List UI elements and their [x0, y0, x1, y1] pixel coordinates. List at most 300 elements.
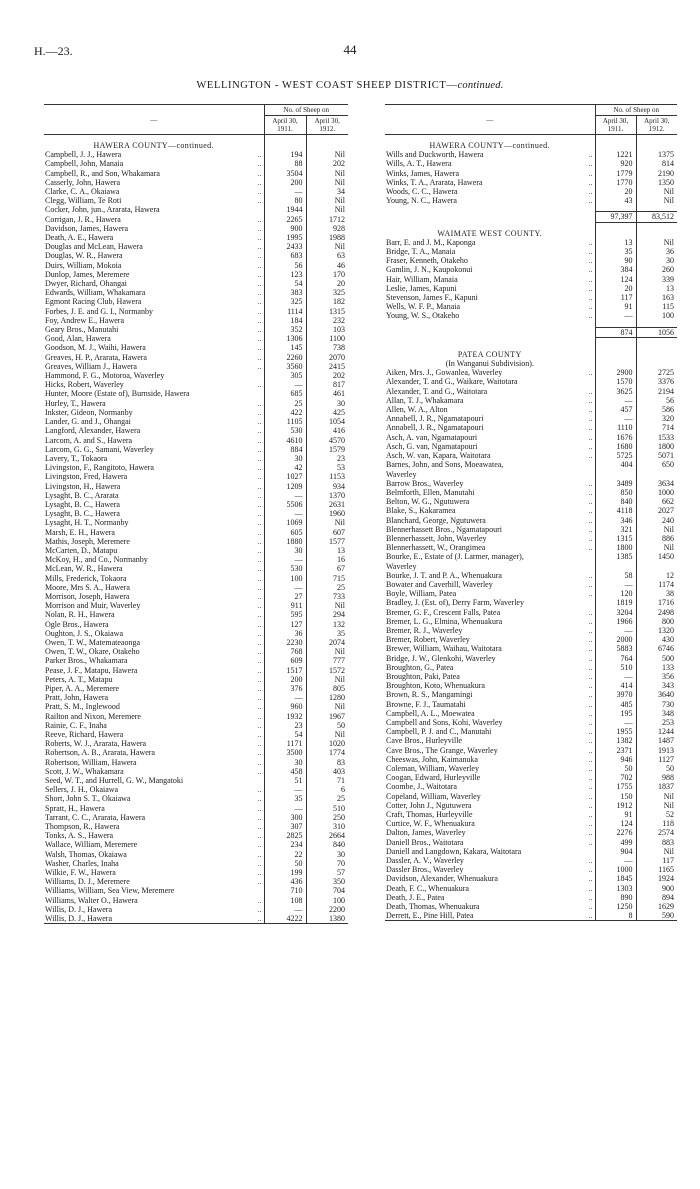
- table-row: [385, 571, 677, 580]
- sheep-1911: 1250: [595, 902, 636, 911]
- leader-dots: ..: [257, 803, 262, 813]
- left-name-header: —: [44, 105, 264, 135]
- leader-dots: ..: [588, 717, 593, 727]
- leader-dots: ..: [588, 515, 593, 525]
- leader-dots: ..: [588, 828, 593, 838]
- sheep-1911: 2000: [595, 635, 636, 644]
- entry-label: Douglas, W. R., Hawera: [45, 251, 123, 261]
- entry-name: [385, 470, 595, 479]
- sheep-1911: 485: [595, 700, 636, 709]
- table-row: [385, 727, 677, 736]
- sheep-1911: 1209: [264, 482, 306, 491]
- sheep-1911: 20: [595, 284, 636, 293]
- table-row: [44, 712, 348, 721]
- blank-cell: [636, 350, 677, 359]
- sheep-1911: 194: [264, 150, 306, 159]
- sheep-1912: 1320: [636, 626, 677, 635]
- leader-dots: ..: [257, 785, 262, 795]
- sheep-1912: 2194: [636, 387, 677, 396]
- total-row: [385, 327, 677, 337]
- sheep-1912: 343: [636, 681, 677, 690]
- entry-name: [385, 460, 595, 469]
- entry-name: [44, 509, 264, 518]
- table-row: [44, 555, 348, 564]
- entry-label: Young, N. C., Hawera: [386, 196, 457, 206]
- table-row: [44, 509, 348, 518]
- entry-name: [44, 380, 264, 389]
- table-row: [44, 886, 348, 895]
- leader-dots: ..: [588, 196, 593, 206]
- sheep-1911: 200: [264, 178, 306, 187]
- table-row: [385, 543, 677, 552]
- entry-name: [385, 387, 595, 396]
- sheep-1911: 200: [264, 675, 306, 684]
- leader-dots: ..: [588, 168, 593, 178]
- sheep-1911: 530: [264, 564, 306, 573]
- leader-dots: ..: [588, 432, 593, 442]
- sheep-1911: 1755: [595, 782, 636, 791]
- entry-label: Walsh, Thomas, Okaiawa: [45, 849, 127, 859]
- leader-dots: ..: [588, 441, 593, 451]
- entry-label: Seed, W. T., and Hurrell, G. W., Mangatoki: [45, 776, 184, 786]
- right-column: [385, 104, 677, 921]
- entry-label: Forbes, J. E. and G. I., Normanby: [45, 306, 153, 316]
- leader-dots: ..: [257, 822, 262, 832]
- sheep-1911: 457: [595, 405, 636, 414]
- sheep-1912: 928: [306, 224, 348, 233]
- sheep-1912: 34: [306, 187, 348, 196]
- leader-dots: ..: [588, 386, 593, 396]
- sheep-1912: 182: [306, 297, 348, 306]
- sheep-1912: Nil: [306, 196, 348, 205]
- sheep-1911: 2260: [264, 353, 306, 362]
- table-row: [385, 479, 677, 488]
- table-row: [385, 736, 677, 745]
- sheep-1911: 376: [264, 684, 306, 693]
- left-col1-header: April 30, 1911.: [264, 116, 306, 135]
- leader-dots: ..: [588, 791, 593, 801]
- entry-name: [44, 362, 264, 371]
- table-row: [385, 801, 677, 810]
- entry-name: [44, 767, 264, 776]
- entry-label: Bourke, E., Estate of (J. Larmer, manager),: [386, 552, 524, 562]
- sheep-1912: Nil: [306, 150, 348, 159]
- sheep-1911: 1966: [595, 617, 636, 626]
- sheep-1912: 3376: [636, 377, 677, 386]
- entry-name: [385, 617, 595, 626]
- leader-dots: ..: [257, 812, 262, 822]
- entry-name: [385, 709, 595, 718]
- total-1912: 83,512: [636, 212, 677, 222]
- entry-name: [385, 764, 595, 773]
- sheep-1911: 195: [595, 709, 636, 718]
- entry-name: [44, 261, 264, 270]
- entry-label: Wilkie, F. W., Hawera: [45, 868, 116, 878]
- leader-dots: ..: [257, 150, 262, 160]
- table-row: [44, 905, 348, 914]
- table-row: [385, 562, 677, 571]
- entry-name: [385, 589, 595, 598]
- sheep-1911: —: [264, 693, 306, 702]
- entry-name: [44, 233, 264, 242]
- entry-label: Nolan, R. H., Hawera: [45, 610, 115, 620]
- entry-name: [44, 564, 264, 573]
- entry-name: [385, 552, 595, 561]
- leader-dots: ..: [257, 417, 262, 427]
- entry-label: Casserly, John, Hawera: [45, 177, 121, 187]
- sheep-1912: 202: [306, 159, 348, 168]
- table-row: [44, 666, 348, 675]
- table-row: [44, 574, 348, 583]
- entry-name: [385, 506, 595, 515]
- entry-name: [385, 810, 595, 819]
- table-row: [44, 270, 348, 279]
- sheep-1912: 53: [306, 463, 348, 472]
- right-table: [385, 104, 677, 921]
- entry-name: [44, 693, 264, 702]
- sheep-1911: 4610: [264, 436, 306, 445]
- sheep-1912: 934: [306, 482, 348, 491]
- sheep-1911: 911: [264, 601, 306, 610]
- entry-label: Bremer, R. J., Waverley: [386, 625, 463, 635]
- entry-label: Egmont Racing Club, Hawera: [45, 297, 142, 307]
- sheep-1911: 321: [595, 525, 636, 534]
- entry-name: [385, 801, 595, 810]
- sheep-1912: Nil: [636, 196, 677, 205]
- table-row: [385, 911, 677, 921]
- leader-dots: ..: [257, 177, 262, 187]
- entry-name: [44, 666, 264, 675]
- entry-label: Livingston, F., Rangitoto, Hawera: [45, 463, 154, 473]
- leader-dots: ..: [588, 506, 593, 516]
- sheep-1911: —: [595, 414, 636, 423]
- leader-dots: ..: [588, 247, 593, 257]
- entry-name: [44, 251, 264, 260]
- table-row: [385, 265, 677, 274]
- entry-label: Belton, W. G., Ngutuwera: [386, 497, 470, 507]
- sheep-1912: 30: [306, 399, 348, 408]
- sheep-1911: 1779: [595, 169, 636, 178]
- sheep-1912: 2725: [636, 368, 677, 377]
- left-table: [44, 104, 348, 924]
- leader-dots: ..: [257, 619, 262, 629]
- entry-label: Goodson, M. J., Waihi, Hawera: [45, 343, 146, 353]
- blank-cell: [595, 141, 636, 150]
- entry-label: Daniell and Langdown, Kakara, Waitotara: [386, 846, 522, 856]
- entry-name: [44, 482, 264, 491]
- leader-dots: ..: [257, 702, 262, 712]
- entry-label: Williams, William, Sea View, Meremere: [45, 886, 175, 896]
- sheep-1911: 383: [264, 288, 306, 297]
- sheep-1912: 52: [636, 810, 677, 819]
- table-row: [44, 187, 348, 196]
- sheep-1911: —: [264, 583, 306, 592]
- entry-name: [385, 516, 595, 525]
- entry-name: [44, 399, 264, 408]
- table-row: [385, 516, 677, 525]
- leader-dots: ..: [588, 533, 593, 543]
- blank-cell: [636, 229, 677, 238]
- sheep-1911: 27: [264, 592, 306, 601]
- table-row: [385, 460, 677, 469]
- table-row: [44, 537, 348, 546]
- sheep-1912: 12: [636, 571, 677, 580]
- entry-label: Campbell, John, Manaia: [45, 159, 124, 169]
- entry-label: Douglas and McLean, Hawera: [45, 242, 143, 252]
- table-row: [385, 150, 677, 159]
- leader-dots: ..: [257, 739, 262, 749]
- leader-dots: ..: [257, 380, 262, 390]
- entry-label: Robertson, William, Hawera: [45, 757, 137, 767]
- sheep-1911: 22: [264, 850, 306, 859]
- sheep-1912: 13: [636, 284, 677, 293]
- sheep-1911: —: [595, 718, 636, 727]
- entry-label: Clarke, C. A., Okaiawa: [45, 187, 120, 197]
- table-row: [44, 702, 348, 711]
- table-row: [44, 491, 348, 500]
- sheep-1912: 1712: [306, 215, 348, 224]
- entry-label: Barrow Bros., Waverley: [386, 478, 464, 488]
- table-row: [385, 506, 677, 515]
- sheep-1912: Nil: [306, 675, 348, 684]
- sheep-1912: 2070: [306, 353, 348, 362]
- sheep-1911: 1770: [595, 178, 636, 187]
- entry-name: [385, 773, 595, 782]
- leader-dots: ..: [588, 671, 593, 681]
- entry-name: [44, 270, 264, 279]
- entry-label: Lysaght, H. T., Normanby: [45, 518, 129, 528]
- sheep-1912: Nil: [636, 525, 677, 534]
- entry-label: Aiken, Mrs. J., Gowanlea, Waverley: [386, 368, 503, 378]
- sheep-1912: Nil: [306, 169, 348, 178]
- sheep-1912: 883: [636, 838, 677, 847]
- leader-dots: ..: [588, 874, 593, 884]
- entry-label: Rainie, C. F., Inaha: [45, 720, 107, 730]
- table-row: [44, 739, 348, 748]
- sheep-1911: 1517: [264, 666, 306, 675]
- leader-dots: ..: [257, 858, 262, 868]
- sheep-1912: 6: [306, 785, 348, 794]
- entry-name: [44, 150, 264, 159]
- leader-dots: ..: [257, 481, 262, 491]
- sheep-1911: 422: [264, 408, 306, 417]
- sheep-1911: —: [264, 555, 306, 564]
- table-row: [44, 546, 348, 555]
- sheep-1911: 1880: [264, 537, 306, 546]
- sheep-1912: 2190: [636, 169, 677, 178]
- entry-name: [44, 334, 264, 343]
- sheep-1912: 2415: [306, 362, 348, 371]
- sheep-1912: 1924: [636, 874, 677, 883]
- entry-label: Broughton, Koto, Whenuakura: [386, 681, 485, 691]
- entry-name: [44, 656, 264, 665]
- right-col2-header: April 30, 1912.: [636, 116, 677, 135]
- entry-name: [385, 681, 595, 690]
- table-row: [385, 275, 677, 284]
- sheep-1911: 1221: [595, 150, 636, 159]
- entry-label: Sellers, J. H., Okaiawa: [45, 785, 119, 795]
- sheep-1912: 704: [306, 886, 348, 895]
- entry-name: [385, 187, 595, 196]
- entry-label: Pratt, S. M., Inglewood: [45, 702, 120, 712]
- leader-dots: ..: [588, 405, 593, 415]
- blank-cell: [636, 141, 677, 150]
- entry-name: [385, 451, 595, 460]
- entry-name: [44, 178, 264, 187]
- sheep-1911: 1114: [264, 307, 306, 316]
- sheep-1911: 609: [264, 656, 306, 665]
- sheep-1912: 900: [636, 884, 677, 893]
- leader-dots: ..: [257, 315, 262, 325]
- leader-dots: ..: [588, 800, 593, 810]
- entry-name: [44, 288, 264, 297]
- leader-dots: ..: [588, 837, 593, 847]
- leader-dots: ..: [588, 699, 593, 709]
- entry-name: [44, 739, 264, 748]
- entry-label: Hair, William, Manaia: [386, 274, 458, 284]
- entry-name: [44, 675, 264, 684]
- table-row: [44, 343, 348, 352]
- entry-label: Edwards, William, Whakamara: [45, 288, 146, 298]
- table-row: [44, 914, 348, 924]
- entry-label: Cocker, John, jun., Ararata, Hawera: [45, 205, 160, 215]
- sheep-1911: 307: [264, 822, 306, 831]
- entry-label: Tarrant, C. C., Ararata, Hawera: [45, 812, 146, 822]
- entry-name: [385, 598, 595, 607]
- sheep-1912: 294: [306, 610, 348, 619]
- leader-dots: ..: [257, 555, 262, 565]
- entry-name: [44, 205, 264, 214]
- sheep-1911: 1306: [264, 334, 306, 343]
- table-row: [44, 610, 348, 619]
- entry-name: [385, 247, 595, 256]
- sheep-1912: 25: [306, 583, 348, 592]
- table-row: [44, 868, 348, 877]
- entry-label: Campbell, J. J., Hawera: [45, 150, 122, 160]
- table-row: [385, 598, 677, 607]
- leader-dots: ..: [588, 274, 593, 284]
- sheep-1911: 352: [264, 325, 306, 334]
- leader-dots: ..: [257, 840, 262, 850]
- leader-dots: ..: [257, 831, 262, 841]
- entry-label: Woods, C. C., Hawera: [386, 187, 458, 197]
- entry-label: Death, Thomas, Whenuakura: [386, 902, 480, 912]
- leader-dots: ..: [257, 766, 262, 776]
- entry-name: [44, 279, 264, 288]
- entry-label: Wells, W. F. P., Manaia: [386, 302, 461, 312]
- sheep-1912: 260: [636, 265, 677, 274]
- entry-name: [44, 592, 264, 601]
- leader-dots: ..: [588, 302, 593, 312]
- table-row: [385, 552, 677, 561]
- table-row: [385, 488, 677, 497]
- sheep-1912: 2498: [636, 608, 677, 617]
- sheep-1911: —: [595, 856, 636, 865]
- leader-dots: ..: [257, 499, 262, 509]
- entry-label: Parker Bros., Whakamara: [45, 656, 128, 666]
- sheep-1911: 3560: [264, 362, 306, 371]
- leader-dots: ..: [257, 730, 262, 739]
- sheep-1911: 458: [264, 767, 306, 776]
- sheep-1911: 3970: [595, 690, 636, 699]
- sheep-1911: 56: [264, 261, 306, 270]
- leader-dots: ..: [588, 311, 593, 321]
- entry-label: Blake, S., Kakaramea: [386, 506, 456, 516]
- leader-dots: ..: [257, 601, 262, 611]
- entry-name: [44, 684, 264, 693]
- left-table-body: [44, 135, 348, 924]
- entry-name: [44, 896, 264, 905]
- sheep-1912: 590: [636, 911, 677, 921]
- leader-dots: ..: [588, 543, 593, 553]
- sheep-1912: 430: [636, 635, 677, 644]
- leader-dots: ..: [588, 883, 593, 893]
- sheep-1911: 414: [595, 681, 636, 690]
- sheep-1912: 1800: [636, 442, 677, 451]
- entry-name: [44, 877, 264, 886]
- entry-label: Waverley: [386, 561, 417, 571]
- table-row: [385, 690, 677, 699]
- blank-cell: [595, 229, 636, 238]
- entry-label: Daniell Bros., Waitotara: [386, 837, 464, 847]
- entry-name: [44, 638, 264, 647]
- leader-dots: ..: [588, 653, 593, 663]
- total-label: [385, 327, 595, 337]
- entry-name: [385, 311, 595, 320]
- entry-name: [44, 297, 264, 306]
- sheep-1912: 253: [636, 718, 677, 727]
- leader-dots: ..: [257, 214, 262, 224]
- entry-label: Livingston, Fred, Hawera: [45, 472, 128, 482]
- entry-label: Asch, W. van, Kapara, Waitotara: [386, 451, 491, 461]
- table-row: [385, 865, 677, 874]
- table-row: [44, 758, 348, 767]
- sheep-1911: 346: [595, 516, 636, 525]
- leader-dots: ..: [257, 223, 262, 233]
- entry-label: Bradley, J. (Est. of), Derry Farm, Waverley: [386, 598, 524, 608]
- sheep-1911: 1110: [595, 423, 636, 432]
- entry-name: [385, 902, 595, 911]
- sheep-1911: —: [264, 905, 306, 914]
- sheep-1912: 202: [306, 371, 348, 380]
- sheep-1911: 23: [264, 721, 306, 730]
- entry-name: [44, 822, 264, 831]
- entry-label: Piper, A. A., Meremere: [45, 683, 120, 693]
- sheep-1912: 2664: [306, 831, 348, 840]
- entry-name: [385, 727, 595, 736]
- sheep-1912: 416: [306, 426, 348, 435]
- entry-name: [385, 256, 595, 265]
- leader-dots: ..: [257, 279, 262, 289]
- table-row: [385, 608, 677, 617]
- sheep-1911: 764: [595, 654, 636, 663]
- sheep-1911: 123: [264, 270, 306, 279]
- entry-label: Asch, G. van, Ngamatapouri: [386, 441, 478, 451]
- entry-label: Copeland, William, Waverley: [386, 791, 481, 801]
- sheep-1911: 3489: [595, 479, 636, 488]
- entry-name: [44, 196, 264, 205]
- sheep-1912: 100: [306, 896, 348, 905]
- sheep-1912: Nil: [306, 205, 348, 214]
- sheep-1912: 83: [306, 758, 348, 767]
- total-row: [385, 212, 677, 222]
- entry-label: Owen, T. W., Okare, Otakeho: [45, 647, 140, 657]
- entry-label: Bremer, Robert, Waverley: [386, 635, 470, 645]
- sheep-1911: 1912: [595, 801, 636, 810]
- leader-dots: ..: [588, 497, 593, 507]
- sheep-1912: 5071: [636, 451, 677, 460]
- sheep-1911: 4222: [264, 914, 306, 924]
